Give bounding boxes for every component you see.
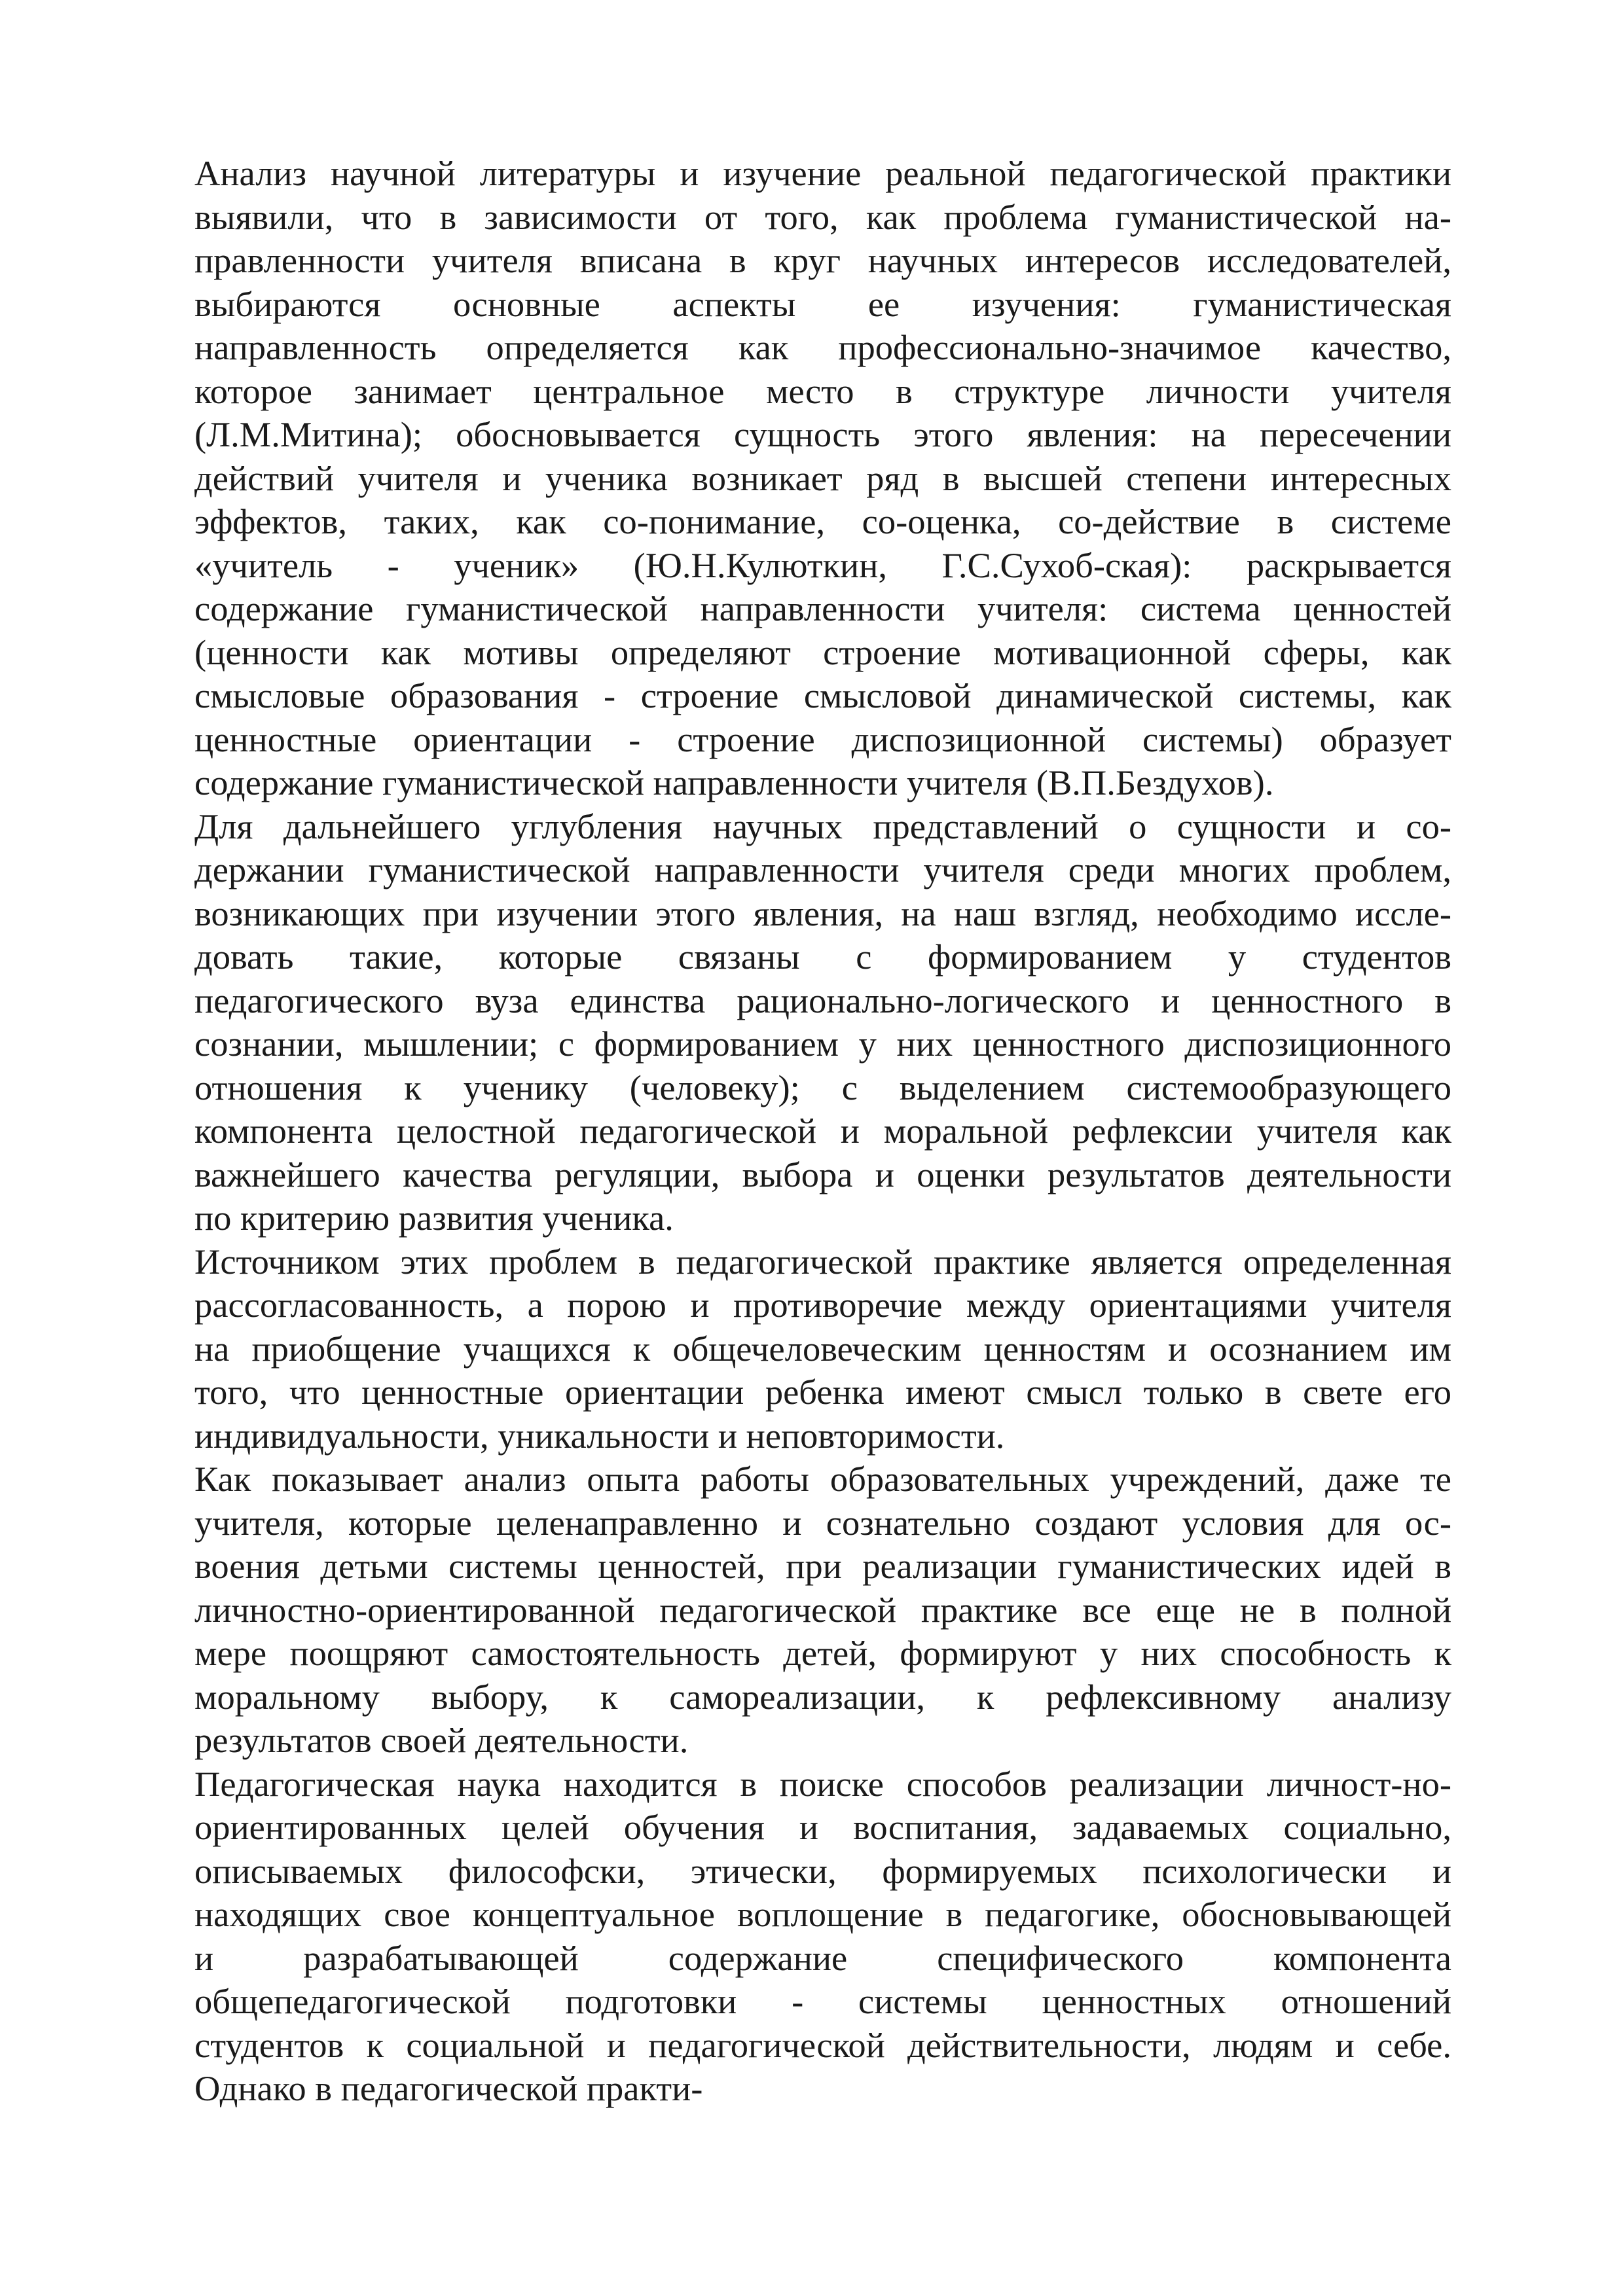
text-line: довать такие, которые связаны с формированием у студентов: [194, 937, 1451, 977]
text-line: действий учителя и ученика возникает ряд в высшей степени интересных: [194, 457, 1451, 498]
text-line: на приобщение учащихся к общечеловеческим ценностям и осознанием им: [194, 1328, 1451, 1369]
text-line: воения детьми системы ценностей, при реализации гуманистических идей в: [194, 1546, 1451, 1586]
text-line: держании гуманистической направленности учителя среди многих проблем,: [194, 850, 1451, 889]
text-line: «учитель - ученик» (Ю.Н.Кулюткин, Г.С.Сухоб-ская): раскрывается: [194, 545, 1451, 585]
paragraph-5: [194, 1763, 1451, 2111]
text-line: компонента целостной педагогической и моральной рефлексии учителя как: [194, 1111, 1451, 1151]
text-line: педагогического вуза единства рационально-логического и ценностного в: [194, 980, 1451, 1020]
text-line: (Л.М.Митина); обосновывается сущность этого явления: на пересечении: [194, 414, 1451, 454]
text-line: мере поощряют самостоятельность детей, формируют у них способность к: [194, 1633, 1451, 1673]
text-line: по критерию развития ученика.: [194, 1198, 674, 1238]
paragraph-3: [194, 1240, 1451, 1458]
text-line: эффектов, таких, как со-понимание, со-оценка, со-действие в системе: [194, 501, 1451, 541]
text-line: направленность определяется как профессионально-значимое качество,: [194, 327, 1451, 367]
document-page: [194, 152, 1451, 2168]
text-line: которое занимает центральное место в структуре личности учителя: [194, 370, 1451, 411]
text-line: Педагогическая наука находится в поиске способов реализации личност-но-: [194, 1763, 1451, 1804]
text-line: Для дальнейшего углубления научных представлений о сущности и со-: [194, 806, 1451, 846]
text-line: выбираются основные аспекты ее изучения: гуманистическая: [194, 283, 1451, 324]
text-line: содержание гуманистической направленности учителя (В.П.Бездухов).: [194, 762, 1274, 802]
text-line: возникающих при изучении этого явления, на наш взгляд, необходимо иссле-: [194, 893, 1451, 933]
text-line: Как показывает анализ опыта работы образовательных учреждений, даже те: [194, 1459, 1451, 1499]
text-line: учителя, которые целенаправленно и сознательно создают условия для ос-: [194, 1502, 1451, 1543]
text-line: важнейшего качества регуляции, выбора и оценки результатов деятельности: [194, 1154, 1451, 1194]
text-line: личностно-ориентированной педагогической практике все еще не в полной: [194, 1589, 1451, 1630]
text-line: рассогласованность, а порою и противоречие между ориентациями учителя: [194, 1285, 1451, 1325]
text-line: (ценности как мотивы определяют строение мотивационной сферы, как: [194, 632, 1451, 672]
text-line: описываемых философски, этически, формируемых психологически и: [194, 1850, 1451, 1891]
text-line: смысловые образования - строение смысловой динамической системы, как: [194, 675, 1451, 715]
text-line: Однако в педагогической практи-: [194, 2068, 703, 2108]
text-line: ценностные ориентации - строение диспозиционной системы) образует: [194, 719, 1451, 759]
text-line: Анализ научной литературы и изучение реальной педагогической практики: [194, 153, 1451, 193]
text-line: результатов своей деятельности.: [194, 1720, 689, 1760]
text-line: находящих свое концептуальное воплощение в педагогике, обосновывающей: [194, 1894, 1451, 1934]
text-line: правленности учителя вписана в круг научных интересов исследователей,: [194, 240, 1451, 280]
text-line: сознании, мышлении; с формированием у них ценностного диспозиционного: [194, 1024, 1451, 1064]
text-line: студентов к социальной и педагогической действительности, людям и себе.: [194, 2024, 1451, 2065]
paragraph-1: [194, 152, 1451, 805]
text-line: содержание гуманистической направленности учителя: система ценностей: [194, 588, 1451, 628]
text-line: выявили, что в зависимости от того, как проблема гуманистической на-: [194, 196, 1451, 237]
paragraph-4: [194, 1458, 1451, 1763]
paragraph-2: [194, 805, 1451, 1240]
text-line: индивидуальности, уникальности и неповторимости.: [194, 1415, 1005, 1456]
text-line: того, что ценностные ориентации ребенка имеют смысл только в свете его: [194, 1372, 1451, 1412]
text-line: и разрабатывающей содержание специфического компонента: [194, 1937, 1451, 1978]
text-line: общепедагогической подготовки - системы ценностных отношений: [194, 1981, 1451, 2021]
text-line: ориентированных целей обучения и воспитания, задаваемых социально,: [194, 1807, 1451, 1847]
text-line: моральному выбору, к самореализации, к рефлексивному анализу: [194, 1676, 1451, 1717]
text-line: отношения к ученику (человеку); с выделением системообразующего: [194, 1067, 1451, 1107]
text-line: Источником этих проблем в педагогической практике является определенная: [194, 1241, 1451, 1282]
